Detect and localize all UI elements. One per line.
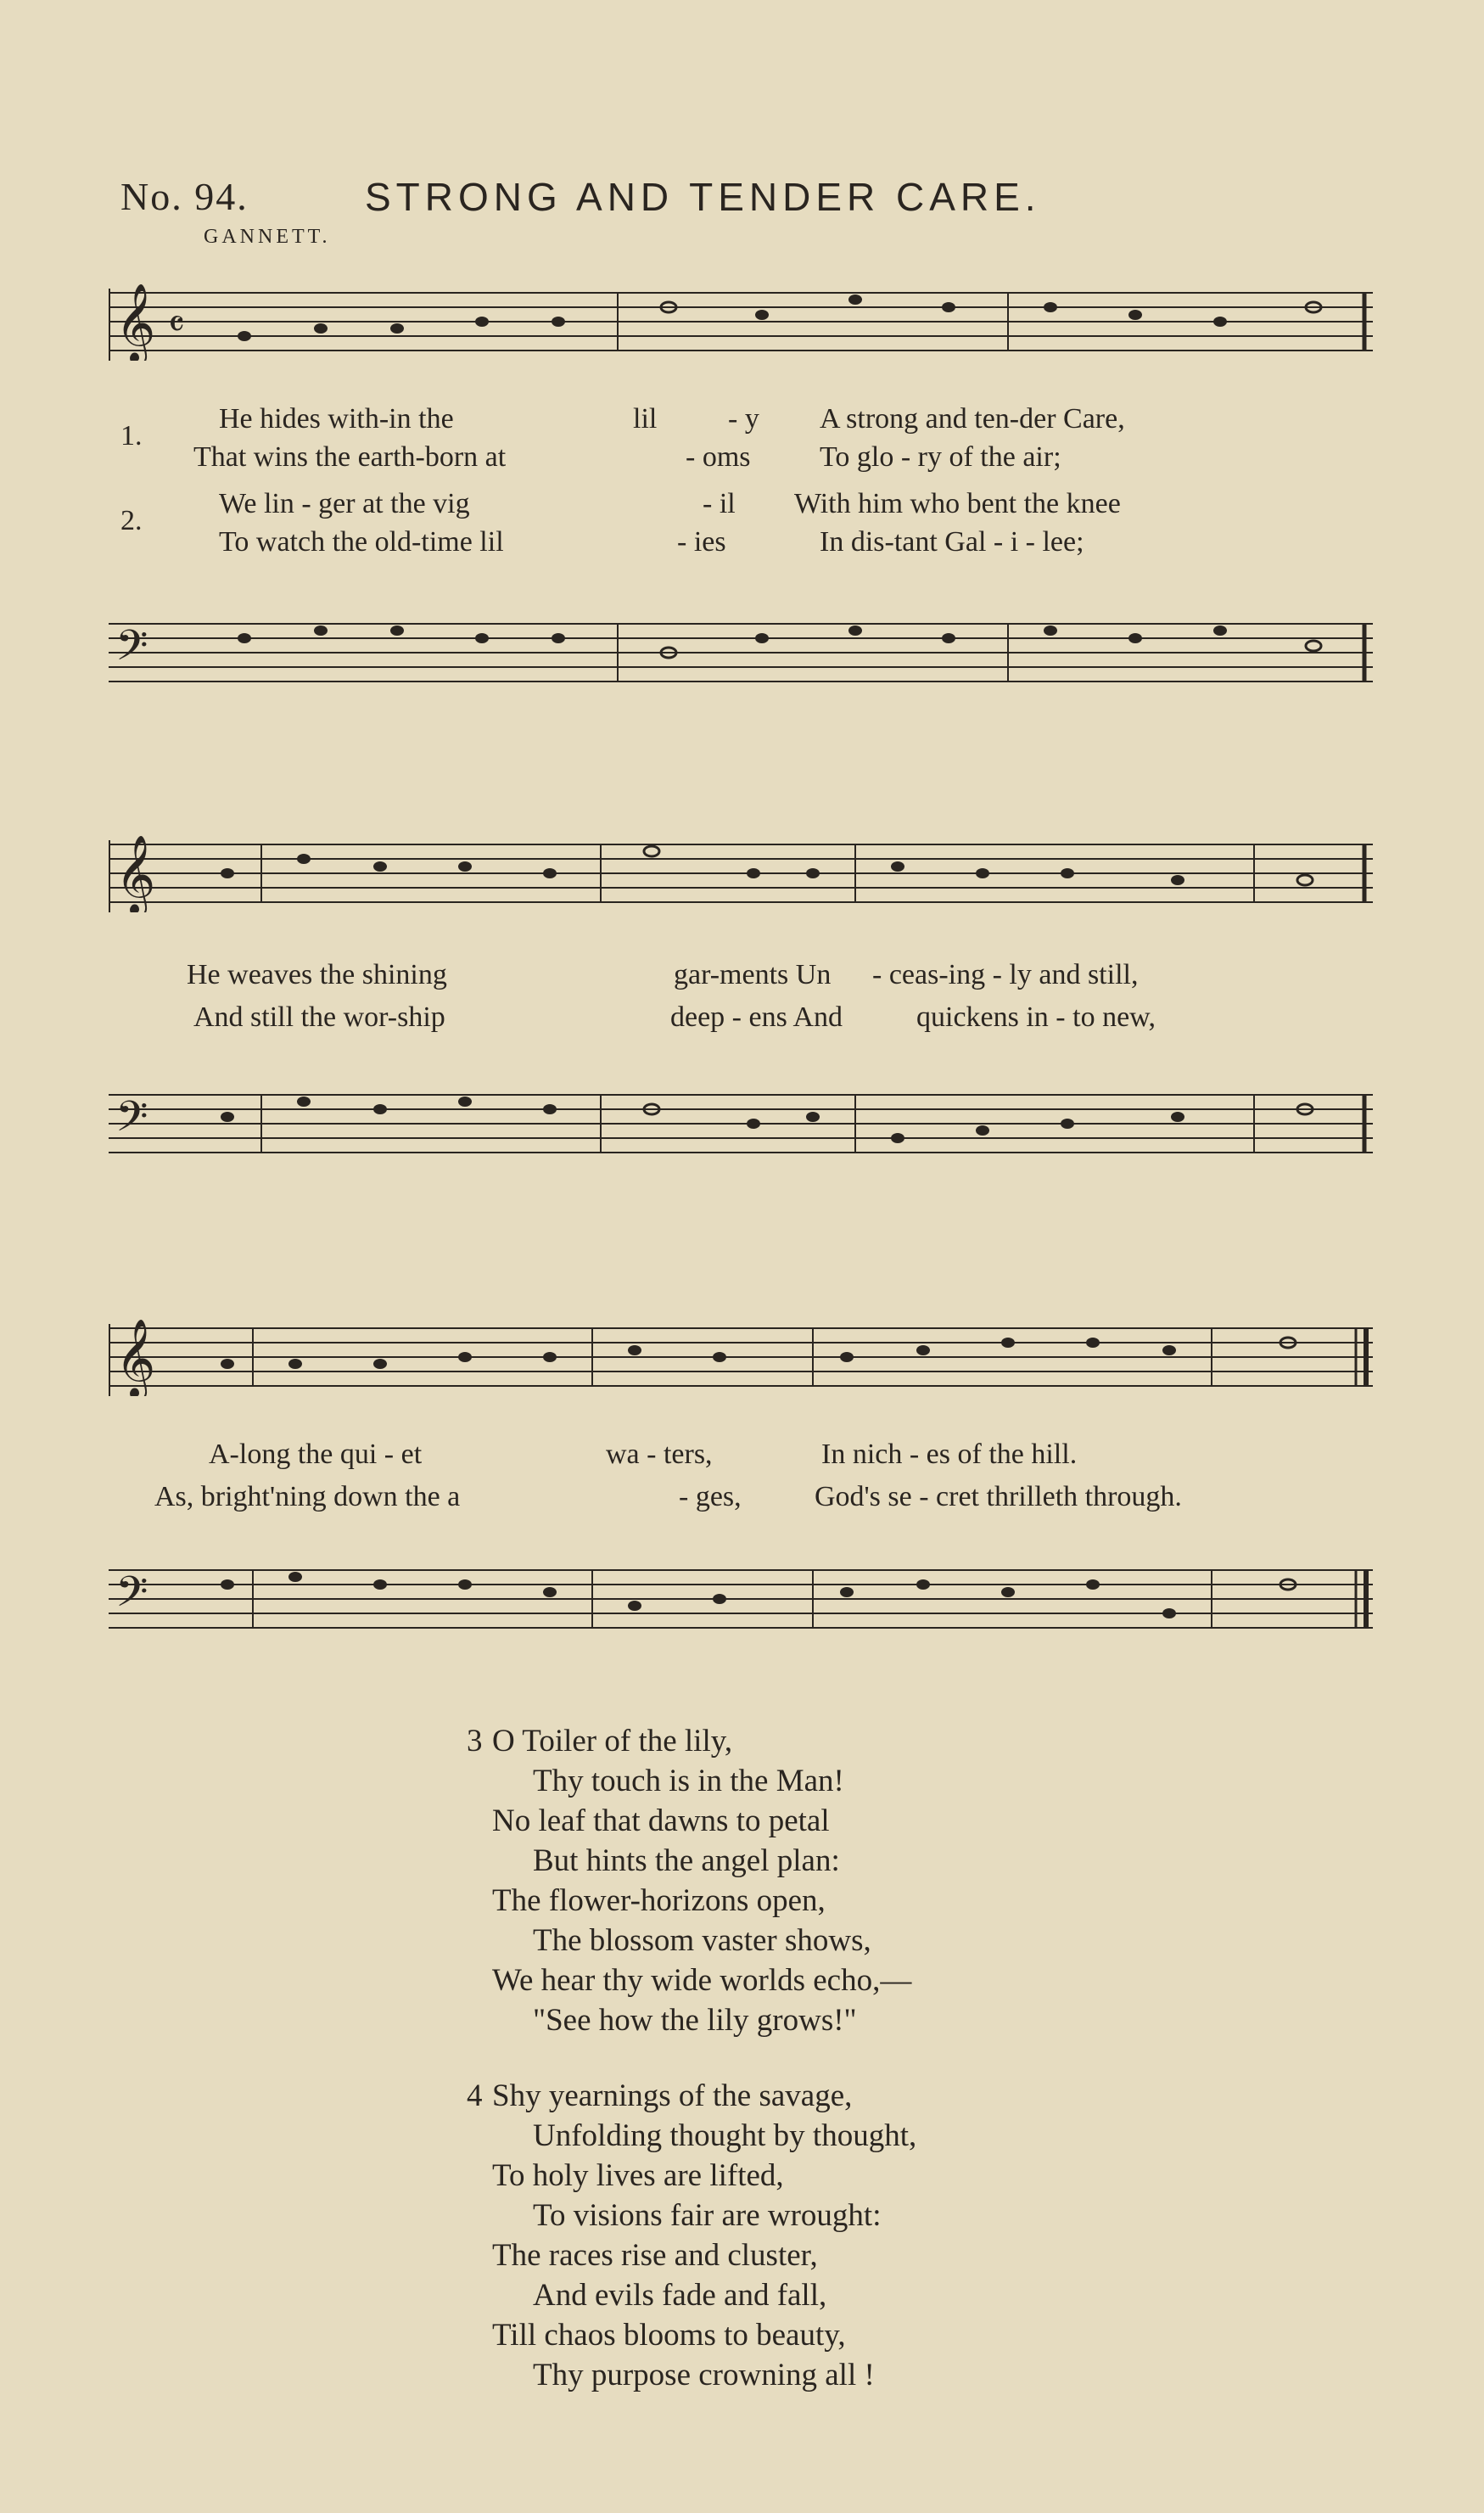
lyric-segment: That wins the earth-born at [193,441,507,473]
hymn-number: No. 94. [120,175,249,218]
lyric-segment: - oms [686,441,751,473]
poem-line: No leaf that dawns to petal [492,1803,830,1838]
staff-lines [109,615,1373,692]
staff-lines [109,284,1373,361]
lyric-segment: God's se - cret thrilleth through. [815,1481,1182,1512]
poem-line: Unfolding thought by thought, [533,2118,917,2153]
stanza-3 [467,1721,916,2040]
poem-line: The flower-horizons open, [492,1883,826,1918]
lyric-segment: We lin - ger at the vig [219,488,470,519]
staff-lines [109,836,1373,912]
lyric-segment: To glo - ry of the air; [820,441,1061,473]
poem-line: "See how the lily grows!" [533,2003,857,2038]
lyric-segment: - ceas-ing - ly and still, [872,959,1139,990]
poem-line: 3 O Toiler of the lily, [492,1721,916,1761]
lyric-segment: To watch the old-time lil [219,526,504,558]
poem-line: But hints the angel plan: [533,1843,840,1878]
composer: GANNETT. [204,226,331,248]
common-time-icon: 𝄴 [168,304,185,345]
lyric-segment: In dis-tant Gal - i - lee; [820,526,1084,558]
bass-staff-3 [109,1562,1373,1638]
lyric-segment: He hides with-in the [219,403,454,435]
treble-staff-3 [109,1320,1373,1396]
music-system-2 [109,798,1373,1197]
stanza-number: 3 [467,1724,483,1759]
poem-line: Thy touch is in the Man! [533,1764,844,1798]
treble-clef-icon: 𝄞 [115,286,156,361]
music-system-3 [109,1282,1373,1663]
treble-clef-icon: 𝄞 [115,1321,156,1396]
poem-line: To holy lives are lifted, [492,2158,784,2193]
hymn-title: STRONG AND TENDER CARE. [365,175,1041,219]
poem-line: 4 Shy yearnings of the savage, [492,2076,916,2116]
treble-staff-1 [109,284,1373,361]
poem-line: And evils fade and fall, [533,2278,827,2313]
staff-lines [109,1086,1373,1163]
lyric-segment: A strong and ten-der Care, [820,403,1125,435]
lyric-segment: He weaves the shining [187,959,447,990]
lyric-segment: In nich - es of the hill. [821,1439,1078,1470]
lyric-segment: A-long the qui - et [209,1439,423,1470]
lyric-segment: lil [633,403,658,435]
lyric-segment: - ies [677,526,726,558]
bass-staff-2 [109,1086,1373,1163]
poem-line: Till chaos blooms to beauty, [492,2318,846,2353]
poem-line: The blossom vaster shows, [533,1923,871,1958]
staff-lines [109,1562,1373,1638]
music-system-1 [109,246,1373,721]
lyric-segment: - y [728,403,759,435]
lyric-segment: - ges, [679,1481,742,1512]
additional-stanzas [467,1721,917,2431]
poem-line: To visions fair are wrought: [533,2198,882,2233]
poem-line: We hear thy wide worlds echo,— [492,1963,912,1998]
bass-staff-1 [109,615,1373,692]
verse-number-1: 1. [120,420,143,452]
bass-clef-icon: 𝄢 [115,1094,148,1150]
lyric-segment: With him who bent the knee [794,488,1121,519]
lyric-segment: quickens in - to new, [916,1001,1156,1033]
lyric-segment: As, bright'ning down the a [154,1481,461,1512]
stanza-number: 4 [467,2078,483,2113]
lyric-segment: deep - ens And [670,1001,843,1033]
stanza-4 [467,2076,917,2395]
lyric-segment: - il [703,488,736,519]
poem-line: The races rise and cluster, [492,2238,818,2273]
lyric-segment: And still the wor-ship [193,1001,445,1033]
treble-staff-2 [109,836,1373,912]
bass-clef-icon: 𝄢 [115,623,148,679]
bass-clef-icon: 𝄢 [115,1569,148,1625]
verse-number-2: 2. [120,505,143,536]
lyric-segment: gar-ments Un [674,959,832,990]
treble-clef-icon: 𝄞 [115,838,156,912]
lyric-segment: wa - ters, [606,1439,713,1470]
poem-line: Thy purpose crowning all ! [533,2358,875,2392]
staff-lines [109,1320,1373,1396]
